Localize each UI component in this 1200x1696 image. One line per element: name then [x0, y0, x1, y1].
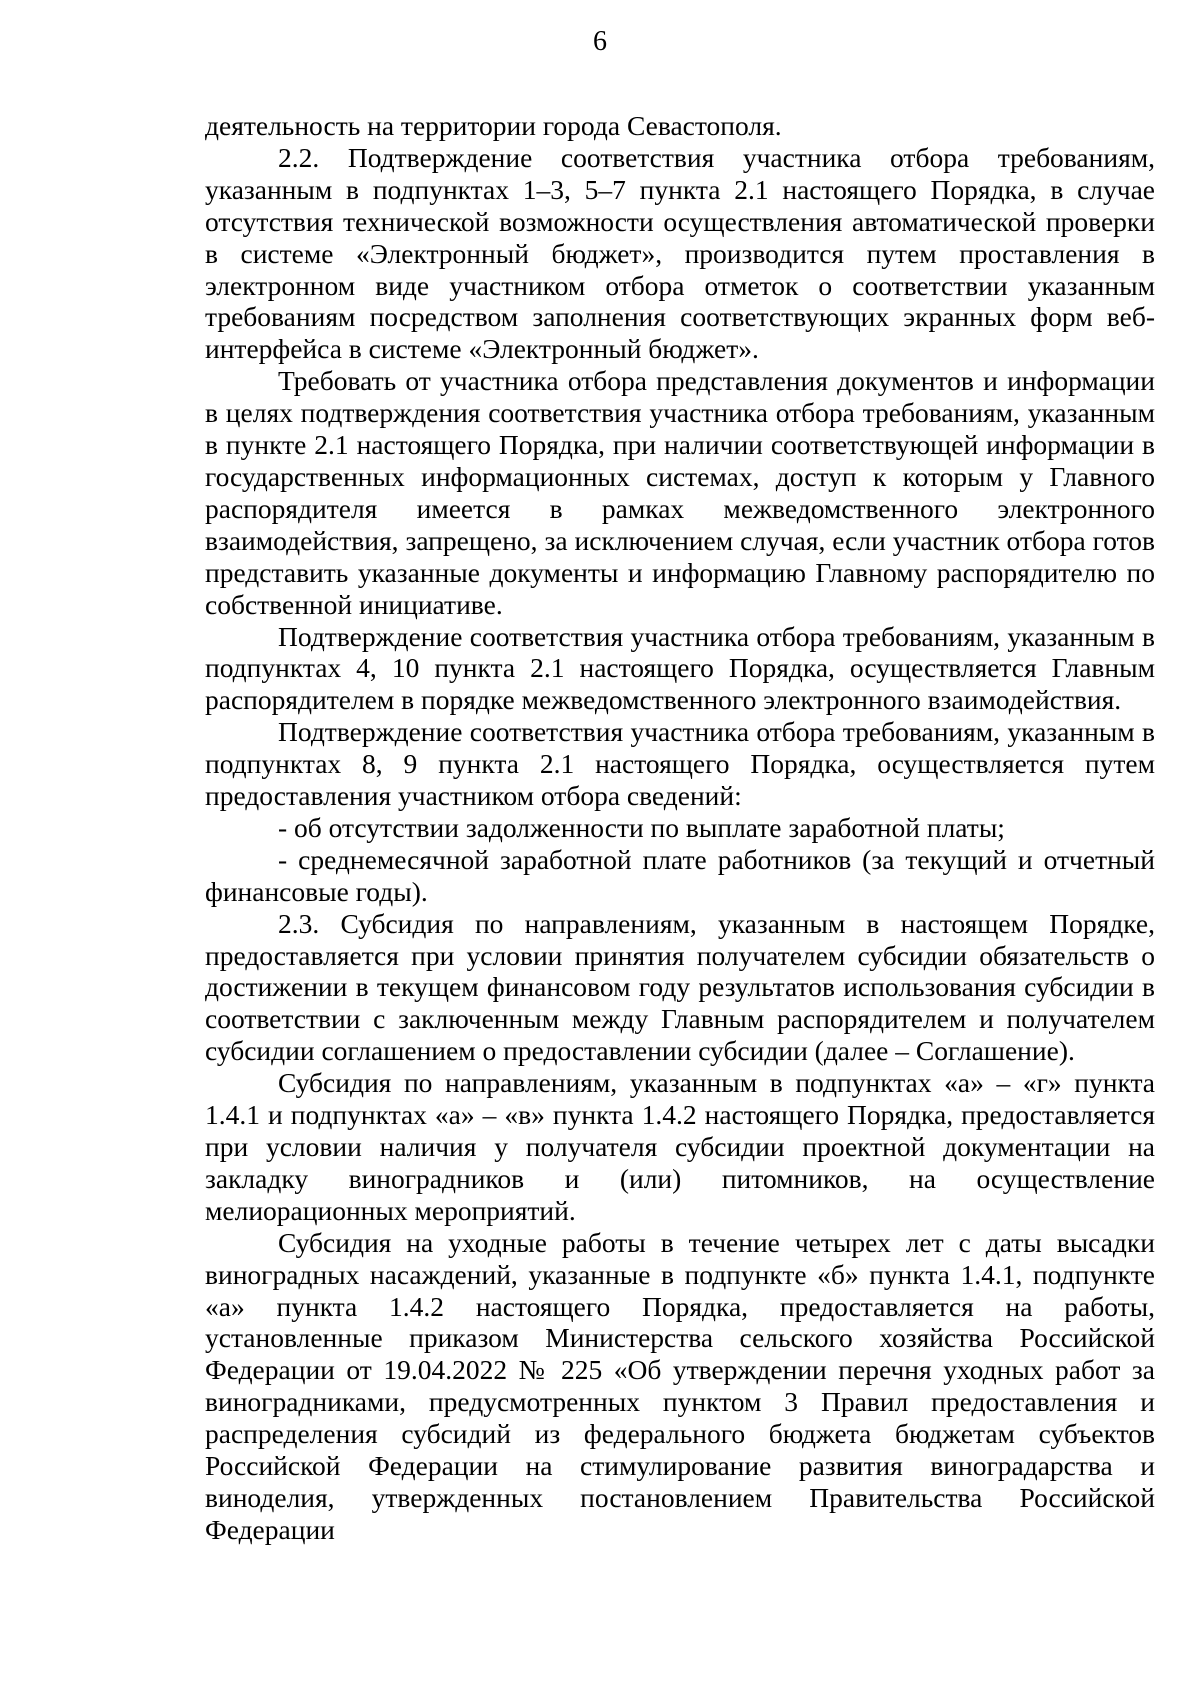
document-body — [205, 110, 1155, 1546]
paragraph-continuation: деятельность на территории города Севастополя. — [205, 110, 782, 141]
list-item-average-wage: - среднемесячной заработной плате работников (за текущий и отчетный финансовые годы). — [205, 843, 1155, 907]
page-number: 6 — [593, 26, 607, 57]
paragraph-prohibition: Требовать от участника отбора представления документов и информации в целях подтверждения соответствия участника отбора требованиям, указанным в пункте 2.1 настоящего Порядка, при наличии соответствующей информации в государственных информационных системах, доступ к которым у Главного распорядителя имеется в рамках межведомственного электронного взаимодействия, запрещено, за исключением случая, если участник отбора готов представить указанные документы и информацию Главному распорядителю по собственной инициативе. — [205, 365, 1155, 620]
paragraph-project-documentation: Субсидия по направлениям, указанным в подпунктах «а» – «г» пункта 1.4.1 и подпунктах «а» – «в» пункта 1.4.2 настоящего Порядка, предоставляется при условии наличия у получателя субсидии проектной документации на закладку виноградников и (или) питомников, на осуществление мелиорационных мероприятий. — [205, 1067, 1155, 1226]
paragraph-confirmation-8-9: Подтверждение соответствия участника отбора требованиям, указанным в подпунктах 8, 9 пункта 2.1 настоящего Порядка, осуществляется путем предоставления участником отбора сведений: — [205, 716, 1155, 812]
paragraph-maintenance-works: Субсидия на уходные работы в течение четырех лет с даты высадки виноградных насаждений, указанные в подпункте «б» пункта 1.4.1, подпункте «а» пункта 1.4.2 настоящего Порядка, предоставляется на работы, установленные приказом Министерства сельского хозяйства Российской Федерации от 19.04.2022 № 225 «Об утверждении перечня уходных работ за виноградниками, предусмотренных пунктом 3 Правил предоставления и распределения субсидий из федерального бюджета бюджетам субъектов Российской Федерации на стимулирование развития виноградарства и виноделия, утвержденных постановлением Правительства Российской Федерации — [205, 1226, 1155, 1545]
list-item-wage-debt: - об отсутствии задолженности по выплате заработной платы; — [278, 811, 1005, 843]
paragraph-2-2: 2.2. Подтверждение соответствия участника отбора требованиям, указанным в подпунктах 1–3, 5–7 пункта 2.1 настоящего Порядка, в случае отсутствия технической возможности осуществления автоматической проверки в системе «Электронный бюджет», производится путем проставления в электронном виде участником отбора отметок о соответствии указанным требованиям посредством заполнения соответствующих экранных форм веб-интерфейса в системе «Электронный бюджет». — [205, 141, 1155, 365]
paragraph-confirmation-4-10: Подтверждение соответствия участника отбора требованиям, указанным в подпунктах 4, 10 пункта 2.1 настоящего Порядка, осуществляется Главным распорядителем в порядке межведомственного электронного взаимодействия. — [205, 620, 1155, 716]
paragraph-2-3: 2.3. Субсидия по направлениям, указанным в настоящем Порядке, предоставляется при условии принятия получателем субсидии обязательств о достижении в текущем финансовом году результатов использования субсидии в соответствии с заключенным между Главным распорядителем и получателем субсидии соглашением о предоставлении субсидии (далее – Соглашение). — [205, 907, 1155, 1067]
